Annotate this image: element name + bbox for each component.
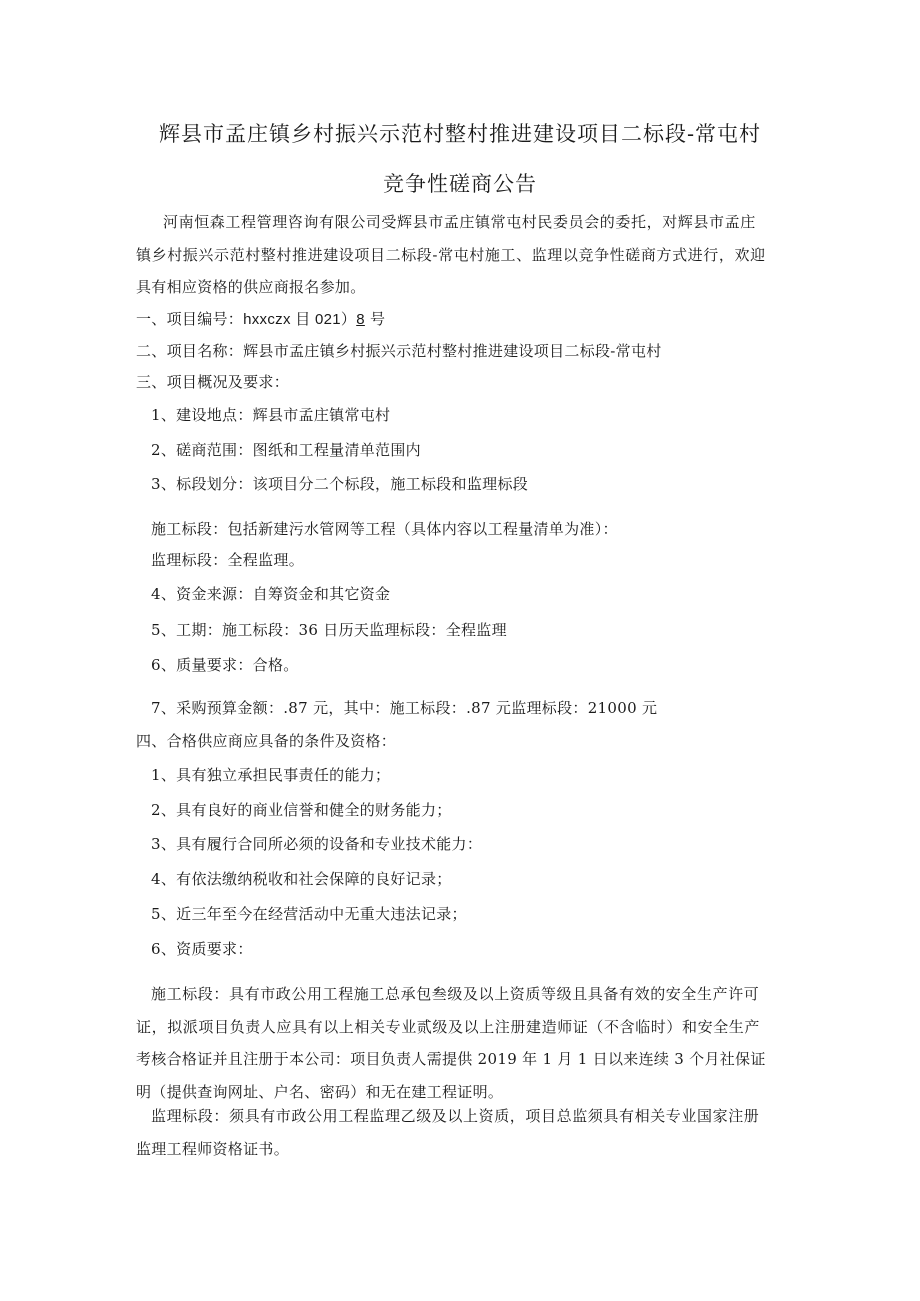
list-item: 4、资金来源：自筹资金和其它资金 <box>151 585 391 603</box>
intro-line-3: 具有相应资格的供应商报名参加。 <box>136 278 366 296</box>
list-item: 1、建设地点：辉县市孟庄镇常屯村 <box>151 406 391 424</box>
construction-requirement-line-1: 施工标段：具有市政公用工程施工总承包叁级及以上资质等级且具备有效的安全生产许可 <box>151 985 760 1003</box>
construction-requirement-line-4: 明（提供查询网址、户名、密码）和无在建工程证明。 <box>136 1083 504 1101</box>
project-number-label: 一、项目编号： <box>136 310 244 328</box>
supervision-requirement-line-2: 监理工程师资格证书。 <box>136 1140 290 1158</box>
list-item: 2、具有良好的商业信誉和健全的财务能力； <box>151 801 452 819</box>
supervision-scope: 监理标段：全程监理。 <box>151 551 305 569</box>
project-name: 二、项目名称：辉县市孟庄镇乡村振兴示范村整村推进建设项目二标段-常屯村 <box>136 342 662 360</box>
project-number-suffix: 号 <box>364 310 386 328</box>
list-item: 3、具有履行合同所必须的设备和专业技术能力： <box>151 835 483 853</box>
list-item: 1、具有独立承担民事责任的能力； <box>151 766 391 784</box>
construction-scope: 施工标段：包括新建污水管网等工程（具体内容以工程量清单为准）： <box>151 520 618 538</box>
document-title-line2: 竞争性磋商公告 <box>383 172 537 196</box>
list-item: 6、资质要求： <box>151 940 253 958</box>
list-item: 7、采购预算金额：.87 元，其中：施工标段：.87 元监理标段：21000 元 <box>151 699 658 717</box>
supervision-requirement-line-1: 监理标段：须具有市政公用工程监理乙级及以上资质，项目总监须具有相关专业国家注册 <box>151 1107 760 1125</box>
construction-requirement-line-2: 证，拟派项目负责人应具有以上相关专业贰级及以上注册建造师证（不含临时）和安全生产 <box>136 1018 761 1036</box>
intro-line-1: 河南恒森工程管理咨询有限公司受辉县市孟庄镇常屯村民委员会的委托，对辉县市孟庄 <box>163 213 756 231</box>
list-item: 5、近三年至今在经营活动中无重大违法记录； <box>151 905 467 923</box>
project-number-code: hxxczx 目 021） <box>243 311 357 328</box>
document-title-line1: 辉县市孟庄镇乡村振兴示范村整村推进建设项目二标段-常屯村 <box>158 122 762 146</box>
intro-line-2: 镇乡村振兴示范村整村推进建设项目二标段-常屯村施工、监理以竞争性磋商方式进行，欢迎 <box>136 246 766 264</box>
project-number <box>136 309 385 330</box>
construction-requirement-line-3: 考核合格证并且注册于本公司：项目负责人需提供 2019 年 1 月 1 日以来连续 3 个月社保证 <box>136 1050 766 1068</box>
list-item: 2、磋商范围：图纸和工程量清单范围内 <box>151 441 421 459</box>
list-item: 5、工期：施工标段：36 日历天监理标段：全程监理 <box>151 621 507 639</box>
list-item: 6、质量要求：合格。 <box>151 656 299 674</box>
list-item: 3、标段划分：该项目分二个标段，施工标段和监理标段 <box>151 475 529 493</box>
list-item: 4、有依法缴纳税收和社会保障的良好记录； <box>151 870 452 888</box>
section3-heading: 三、项目概况及要求： <box>136 373 290 391</box>
project-number-digit: 8 <box>356 311 365 328</box>
section4-heading: 四、合格供应商应具备的条件及资格： <box>136 732 397 750</box>
